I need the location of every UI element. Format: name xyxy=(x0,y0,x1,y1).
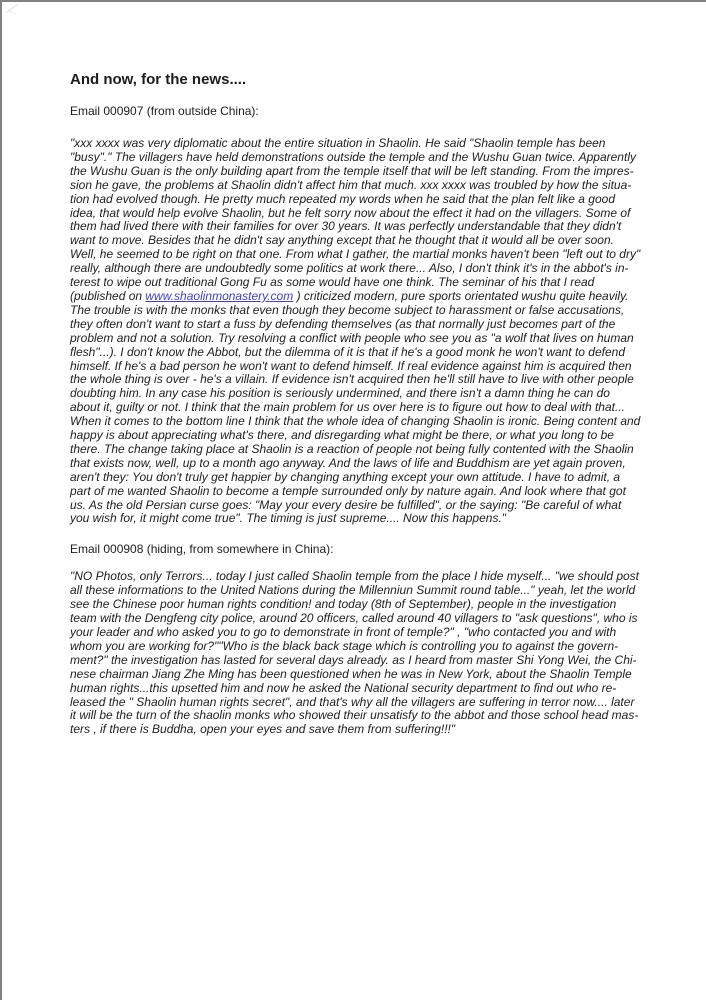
text-line: they often don't want to start a fuss by defending themselves (as that normally just becomes part of the xyxy=(70,316,616,331)
text-line: leased the " Shaolin human rights secret", and that's why all the villagers are suffering in terror now.... later xyxy=(70,694,635,709)
email-000908-label: Email 000908 (hiding, from somewhere in China): xyxy=(70,542,334,557)
text-line: you wish for, it might come true". The timing is just supreme.... Now this happens." xyxy=(70,511,507,526)
text-line: about it, guilty or not. I think that the main problem for us over here is to figure out how to deal with that... xyxy=(70,400,625,415)
text-line: "NO Photos, only Terrors... today I just called Shaolin temple from the place I hide myself... "we should post xyxy=(70,569,640,584)
text-line: flesh"...). I don't know the Abbot, but the dilemma of it is that if he's a good monk he won't want to defend xyxy=(70,344,626,359)
email-000907-label: Email 000907 (from outside China): xyxy=(70,104,259,118)
text-line: it will be the turn of the shaolin monks who showed their unsatisfy to the abbot and those school head mas- xyxy=(70,708,639,723)
link-line-post: ) criticized modern, pure sports orientated wushu quite heavily. xyxy=(293,288,629,303)
text-lines-group xyxy=(70,137,650,290)
email-000908-body xyxy=(70,570,650,737)
text-line: part of me wanted Shaolin to become a temple surrounded only by nature again. And look where that got xyxy=(70,483,626,498)
text-line: terest to wipe out traditional Gong Fu as some would have one think. The seminar of his that I read xyxy=(70,275,595,290)
shaolinmonastery-link[interactable]: www.shaolinmonastery.com xyxy=(145,288,294,303)
link-line-pre: (published on xyxy=(70,288,146,303)
scan-edge-left xyxy=(0,0,2,1000)
text-line: us. As the old Persian curse goes: "May your every desire be fulfilled", or the saying: "Be careful of what xyxy=(70,497,622,512)
text-line: them had lived there with their families for over 30 years. It was perfectly understandable that they didn't xyxy=(70,219,622,234)
text-line: "xxx xxxx was very diplomatic about the entire situation in Shaolin. He said "Shaolin temple has been xyxy=(70,136,606,150)
email-000907-body xyxy=(70,137,650,526)
document-page xyxy=(70,0,650,737)
page-title: And now, for the news.... xyxy=(70,71,247,88)
text-line: there. The change taking place at Shaolin is a reaction of people not being fully contented with the Shaolin xyxy=(70,441,634,456)
text-line: idea, that would help evolve Shaolin, but he felt sorry now about the effect it had on the villagers. Some of xyxy=(70,205,631,220)
text-line-with-link xyxy=(70,290,650,304)
text-line: ment?" the investigation has lasted for several days already. as I heard from master Shi Yong Wei, the Chi- xyxy=(70,652,637,667)
text-line: your leader and who asked you to go to demonstrate in front of temple?" , "who contacted you and with xyxy=(70,625,617,639)
text-line: tion had evolved though. He pretty much repeated my words when he said that the plan felt like a good xyxy=(70,191,616,206)
text-line: want to move. Besides that he didn't say anything except that he thought that it would all be over soon. xyxy=(70,233,614,248)
text-line: happy is about appreciating what's there, and disregarding what might be there, or what you long to be xyxy=(70,428,614,443)
text-line: "busy"." The villagers have held demonstrations outside the temple and the Wushu Guan twice. Apparently xyxy=(70,149,636,164)
text-line: ters , if there is Buddha, open your eyes and save them from suffering!!!" xyxy=(70,722,456,737)
text-line: all these informations to the United Nations during the Millenniun Summit round table..." yeah, let the world xyxy=(70,583,636,598)
text-line: sion he gave, the problems at Shaolin didn't affect him that much. xxx xxxx was troubled by how the situa- xyxy=(70,177,632,192)
text-line: himself. If he's a bad person he won't want to defend himself. If real evidence against him is acquired then xyxy=(70,358,632,373)
text-line: really, although there are undoubtedly some politics at work there... Also, I don't think it's in the abbot's in- xyxy=(70,261,629,276)
text-line: doubting him. In any case his position is seriously undermined, and there isn't a damn thing he can do xyxy=(70,386,610,401)
text-line: problem and not a solution. Try resolving a conflict with people who see you as "a wolf that lives on human xyxy=(70,330,634,345)
text-line: the Wushu Guan is the only building apart from the temple itself that will be left standing. From the impres- xyxy=(70,163,634,178)
text-line: aren't they: You don't truly get happier by changing anything except your own attitude. I have to admit, a xyxy=(70,469,621,484)
text-line: human rights...this upsetted him and now he asked the National security department to find out who re- xyxy=(70,680,617,695)
text-line: the whole thing is over - he's a villain. If evidence isn't acquired then he'll still have to live with other people xyxy=(70,372,634,387)
text-line: that exists now, well, up to a month ago anyway. And the laws of life and Buddhism are yet again proven, xyxy=(70,455,626,470)
text-line: When it comes to the bottom line I think that the whole idea of changing Shaolin is ironic. Being content and xyxy=(70,414,641,429)
text-line: nese chairman Jiang Zhe Ming has been questioned when he was in New York, about the Shaolin Temple xyxy=(70,666,632,681)
text-lines-group xyxy=(70,304,650,527)
text-line: Well, he seemed to be right on that one. From what I gather, the martial monks haven't been "left out to dry" xyxy=(70,247,641,262)
text-line: The trouble is with the monks that even though they become subject to harassment or false accusations, xyxy=(70,302,625,317)
scan-artifact xyxy=(7,10,16,16)
text-line: team with the Dengfeng city police, around 20 officers, called around 40 villagers to "ask questions", who is xyxy=(70,611,638,626)
text-line: see the Chinese poor human rights condition! and today (8th of September), people in the investigation xyxy=(70,597,617,612)
text-line: whom you are working for?""Who is the black back stage which is controlling you to against the govern- xyxy=(70,638,619,653)
